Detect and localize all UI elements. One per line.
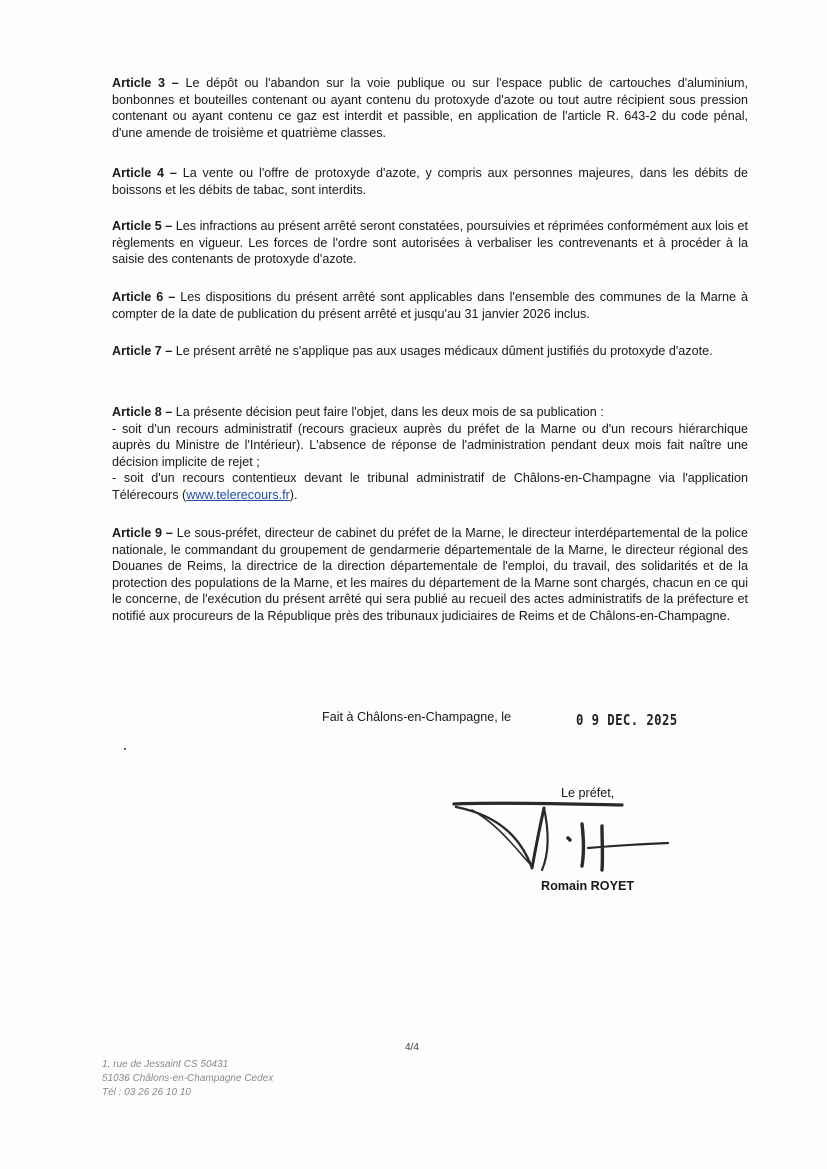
article-9-dash: –	[162, 526, 177, 540]
article-8-item-2-text: - soit d'un recours contentieux devant le tribunal administratif de Châlons-en-Champagne via l'application Télérecours (	[112, 471, 748, 502]
article-5-dash: –	[161, 219, 176, 233]
article-7	[112, 343, 748, 360]
handwritten-signature	[452, 796, 682, 876]
article-8-dash: –	[161, 405, 176, 419]
article-8-intro: La présente décision peut faire l'objet, dans les deux mois de sa publication :	[175, 405, 604, 419]
scan-speck	[124, 748, 126, 750]
footer-address-line-1: 1, rue de Jessaint CS 50431	[102, 1059, 229, 1070]
article-3-label: Article 3	[112, 76, 165, 90]
date-stamp: 0 9 DEC. 2025	[576, 711, 678, 729]
article-5	[112, 218, 748, 268]
article-8-item-2	[112, 470, 748, 503]
article-6-dash: –	[163, 290, 181, 304]
telerecours-link[interactable]: www.telerecours.fr	[186, 487, 290, 502]
article-4-label: Article 4	[112, 166, 165, 180]
signer-name: Romain ROYET	[541, 879, 635, 893]
footer-phone: Tél : 03 26 26 10 10	[102, 1087, 191, 1098]
article-4-text: La vente ou l'offre de protoxyde d'azote, y compris aux personnes majeures, dans les débits de boissons et les débits de tabac, sont interdits.	[112, 166, 748, 197]
article-8-intro-line	[112, 404, 748, 421]
article-9-text: Le sous-préfet, directeur de cabinet du préfet de la Marne, le directeur interdépartemental de la police nationale, le commandant du groupement de gendarmerie départementale de la Marne, le directeur régional des Douanes de Reims, la directrice de la direction départementale de l'emploi, du travail, des solidarités et de la protection des populations de la Marne, et les maires du département de la Marne sont chargés, chacun en ce qui le concerne, de l'exécution du présent arrêté qui sera publié au recueil des actes administratifs de la préfecture et notifié aux procureurs de la République près des tribunaux judiciaires de Reims et de Châlons-en-Champagne.	[112, 526, 748, 623]
footer-address-line-2: 51036 Châlons-en-Champagne Cedex	[102, 1073, 274, 1084]
article-5-text: Les infractions au présent arrêté seront constatées, poursuivies et réprimées conformément aux lois et règlements en vigueur. Les forces de l'ordre sont autorisées à verbaliser les contrevenants et à procéder à la saisie des contenants de protoxyde d'azote.	[112, 219, 749, 267]
article-6-label: Article 6	[112, 290, 164, 304]
article-9-label: Article 9	[112, 526, 163, 540]
signer-title: Le préfet,	[561, 786, 615, 800]
article-6-text: Les dispositions du présent arrêté sont applicables dans l'ensemble des communes de la Marne à compter de la date de publication du présent arrêté et jusqu'au 31 janvier 2026 inclus.	[112, 290, 748, 321]
article-3-dash: –	[164, 76, 186, 90]
article-9	[112, 525, 748, 625]
article-5-label: Article 5	[112, 219, 162, 233]
footer-address	[102, 1058, 273, 1100]
article-7-text: Le présent arrêté ne s'applique pas aux usages médicaux dûment justifiés du protoxyde d'azote.	[175, 344, 713, 358]
article-8	[112, 404, 748, 504]
article-7-dash: –	[161, 344, 176, 358]
article-4-dash: –	[164, 166, 183, 180]
article-8-label: Article 8	[112, 405, 162, 419]
article-8-item-2-end: ).	[289, 487, 298, 502]
article-3	[112, 75, 748, 141]
page-number: 4/4	[405, 1042, 419, 1053]
article-3-text: Le dépôt ou l'abandon sur la voie publique ou sur l'espace public de cartouches d'aluminium, bonbonnes et bouteilles contenant ou ayant contenu du protoxyde d'azote ou tout autre récipient sous pression contenant ou ayant contenu ce gaz est interdit et passible, en application de l'article R. 643-2 du code pénal, d'une amende de troisième et quatrième classes.	[112, 76, 749, 140]
article-7-label: Article 7	[112, 344, 162, 358]
article-8-item-1: - soit d'un recours administratif (recours gracieux auprès du préfet de la Marne ou d'un recours hiérarchique auprès du Ministre de l'Intérieur). L'absence de réponse de l'administration pendant deux mois fait naître une décision implicite de rejet ;	[112, 421, 748, 469]
place-and-date-text: Fait à Châlons-en-Champagne, le	[322, 710, 512, 724]
article-4	[112, 165, 748, 198]
article-6	[112, 289, 748, 322]
